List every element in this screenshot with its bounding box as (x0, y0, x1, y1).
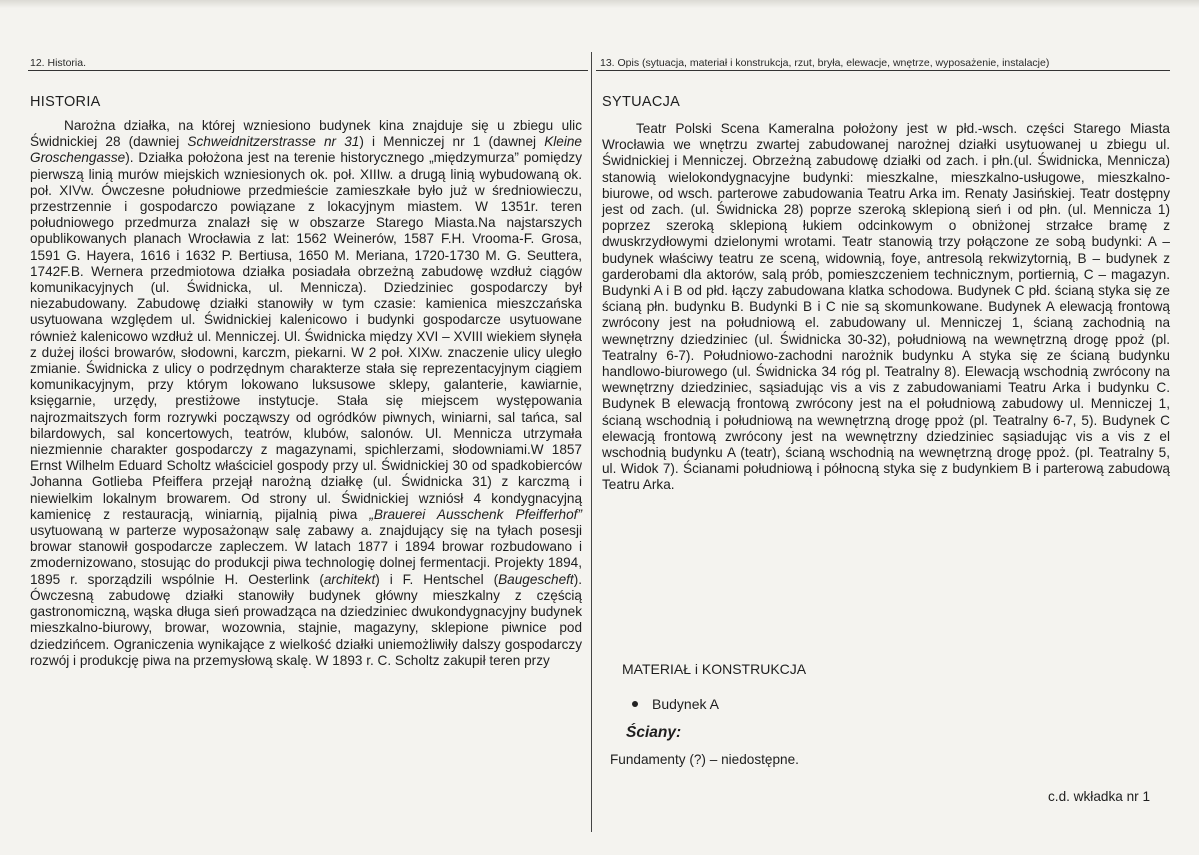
bullet-dot-icon (632, 701, 638, 707)
walls-heading: Ściany: (626, 724, 682, 741)
header-section-13: 13. Opis (sytuacja, materiał i konstrukcja, rzut, bryła, elewacje, wnętrze, wyposażenie, instalacje) (600, 57, 1050, 69)
sytuacja-title: SYTUACJA (602, 94, 681, 110)
continuation-note: c.d. wkładka nr 1 (1048, 789, 1150, 804)
sytuacja-column (602, 94, 1170, 494)
header-rule-right (596, 70, 1170, 71)
header-section-12: 12. Historia. (30, 57, 87, 69)
scan-edge (0, 0, 1199, 8)
column-divider (591, 52, 592, 832)
material-title: MATERIAŁ i KONSTRUKCJA (622, 661, 807, 677)
sytuacja-paragraph: Teatr Polski Scena Kameralna położony jest w płd.-wsch. części Starego Miasta Wrocławia we wnętrzu zwartej zabudowanej narożnej działki usytuowanej u zbiegu ul. Świdnickiej i Menniczej. Obrzeżną zabudowę działki od zach. i płn.(ul. Świdnicka, Mennicza) stanowią wielokondygnacyjne budynki: mieszkalne, mieszkalno-usługowe, mieszkalno-biurowe, od wsch. parterowe zabudowania Teatru Arka im. Renaty Jasińskiej. Teatr dostępny jest od zach. (ul. Świdnicka 28) poprze szeroką sklepioną sień i od płn. (ul. Mennicza 1) poprzez szeroką sklepioną łukiem odcinkowym o obniżonej strzałce bramę z dwuskrzydłowymi dzielonymi wrotami. Teatr stanowią trzy połączone ze sobą budynki: A – budynek właściwy teatru ze sceną, widownią, foye, antresolą rekwizytornią, B – budynek z garderobami dla aktorów, salą prób, pomieszczeniem technicznym, portiernią, C – magazyn. Budynki A i B od płd. łączy zabudowana klatka schodowa. Budynek C płd. ścianą styka się ze ścianą płn. budynku B. Budynki B i C nie są skomunkowane. Budynek A elewacją frontową zwrócony jest na południową el. zabudowany ul. Menniczej 1, ścianą zachodnią na wewnętrzny dziedziniec (ul. Świdnicka 30-32), południową na wewnętrzną drogę ppoż (pl. Teatralny 6-7). Południowo-zachodni narożnik budynku A styka się ze ścianą budynku handlowo-biurowego (ul. Świdnicka 34 róg pl. Teatralny 8). Elewacją wschodnią zwrócony na wewnętrzny dziedziniec, sąsiadując vis a vis z zabudowaniami Teatru Arka i budynku C. Budynek B elewacją frontową zwrócony jest na el południową zabudowy ul. Menniczej 1, ścianą wschodnią i południową na wewnętrzną drogę ppoż (pl. Teatralny 6-7, 5). Budynek C elewacją frontową zwrócony jest na wewnętrzny dziedziniec sąsiadując vis a vis z el wschodnią budynku A (teatr), ścianą wschodnią na wewnętrzną drogę ppoż. (pl. Teatralny 5, ul. Widok 7). Ścianami południową i północną styka się z budynkiem B i parterową zabudową Teatru Arka. (602, 121, 1170, 493)
foundations-text: Fundamenty (?) – niedostępne. (610, 752, 799, 767)
header-rule-left (28, 70, 588, 71)
bullet-label: Budynek A (652, 696, 719, 712)
historia-paragraph: Narożna działka, na której wzniesiono budynek kina znajduje się u zbiegu ulic Świdnickiej 28 (dawniej Schweidnitzerstrasse nr 31) i Menniczej nr 1 (dawnej Kleine Groschengasse). Działka położona jest na terenie historycznego „międzymurza” pomiędzy pierwszą linią murów miejskich wzniesionych ok. poł. XIIIw. a drugą linią wybudowaną ok. poł. XIVw. Ówczesne południowe przedmieście zamieszkałe było już w średniowieczu, przestrzennie i gospodarczo powiązane z lokacyjnym miastem. W 1351r. teren południowego przedmurza znalazł się w obszarze Starego Miasta.Na najstarszych opublikowanych planach Wrocławia z lat: 1562 Weinerów, 1587 F.H. Vrooma-F. Grosa, 1591 G. Hayera, 1616 i 1632 P. Bertiusa, 1650 M. Meriana, 1720-1730 M. G. Seuttera, 1742F.B. Wernera przedmiotowa działka posiadała obrzeżną zabudowę wzdłuż ciągów komunikacyjnych (ul. Świdnicka, ul. Mennicza). Dziedziniec gospodarczy był niezabudowany. Zabudowę działki stanowiły w tym czasie: kamienica mieszczańska usytuowana względem ul. Świdnickiej kalenicowo i budynki gospodarcze usytuowane również kalenicowo wzdłuż ul. Menniczej. Ul. Świdnicka między XVI – XVIII wiekiem słynęła z dużej ilości browarów, słodowni, karczm, piekarni. W 2 poł. XIXw. znaczenie ulicy uległo zmianie. Świdnicka z ulicy o podrzędnym charakterze stała się reprezentacyjnym ciągiem komunikacyjnym, przy którym lokowano luksusowe sklepy, galanterie, kawiarnie, księgarnie, urzędy, prestiżowe instytucje. Stała się miejscem występowania najrozmaitszych form rozrywki począwszy od ogródków piwnych, winiarni, sal tańca, sal bilardowych, sal koncertowych, teatrów, klubów, salonów. Ul. Mennicza utrzymała niezmiennie charakter gospodarczy z magazynami, spichlerzami, słodowniami.W 1857 Ernst Wilhelm Eduard Scholtz właściciel gospody przy ul. Świdnickiej 30 od spadkobierców Johanna Gotlieba Pfeiffera przejął narożną działkę (ul. Świdnicka 31) z karczmą i niewielkim lokalnym browarem. Od strony ul. Świdnickiej wzniósł 4 kondygnacyjną kamienicę z restauracją, winiarnią, pijalnią piwa „Brauerei Ausschenk Pfeifferhof” usytuowaną w parterze wyposażonąw salę zabawy a. znajdujący się na tyłach posesji browar stanowił gospodarcze zapleczem. W latach 1877 i 1894 browar rozbudowano i zmodernizowano, stosując do produkcji piwa technologię dolnej fermentacji. Projekty 1894, 1895 r. sporządzili wspólnie H. Oesterlink (architekt) i F. Hentschel (Baugescheft). Ówczesną zabudowę działki stanowiły budynek główny mieszkalny z częścią gastronomiczną, wąska długa sień prowadząca na dziedziniec dwukondygnacyjny budynek mieszkalno-biurowy, browar, wozownia, stajnie, magazyny, sklepione piwnice pod dziedzińcem. Ograniczenia wynikające z wielkość działki uniemożliwiły dalszy gospodarczy rozwój i produkcję piwa na przemysłową skalę. W 1893 r. C. Scholtz zakupił teren przy (30, 118, 582, 668)
bullet-building-a (632, 696, 719, 712)
historia-title: HISTORIA (30, 94, 101, 110)
historia-column (30, 94, 582, 669)
